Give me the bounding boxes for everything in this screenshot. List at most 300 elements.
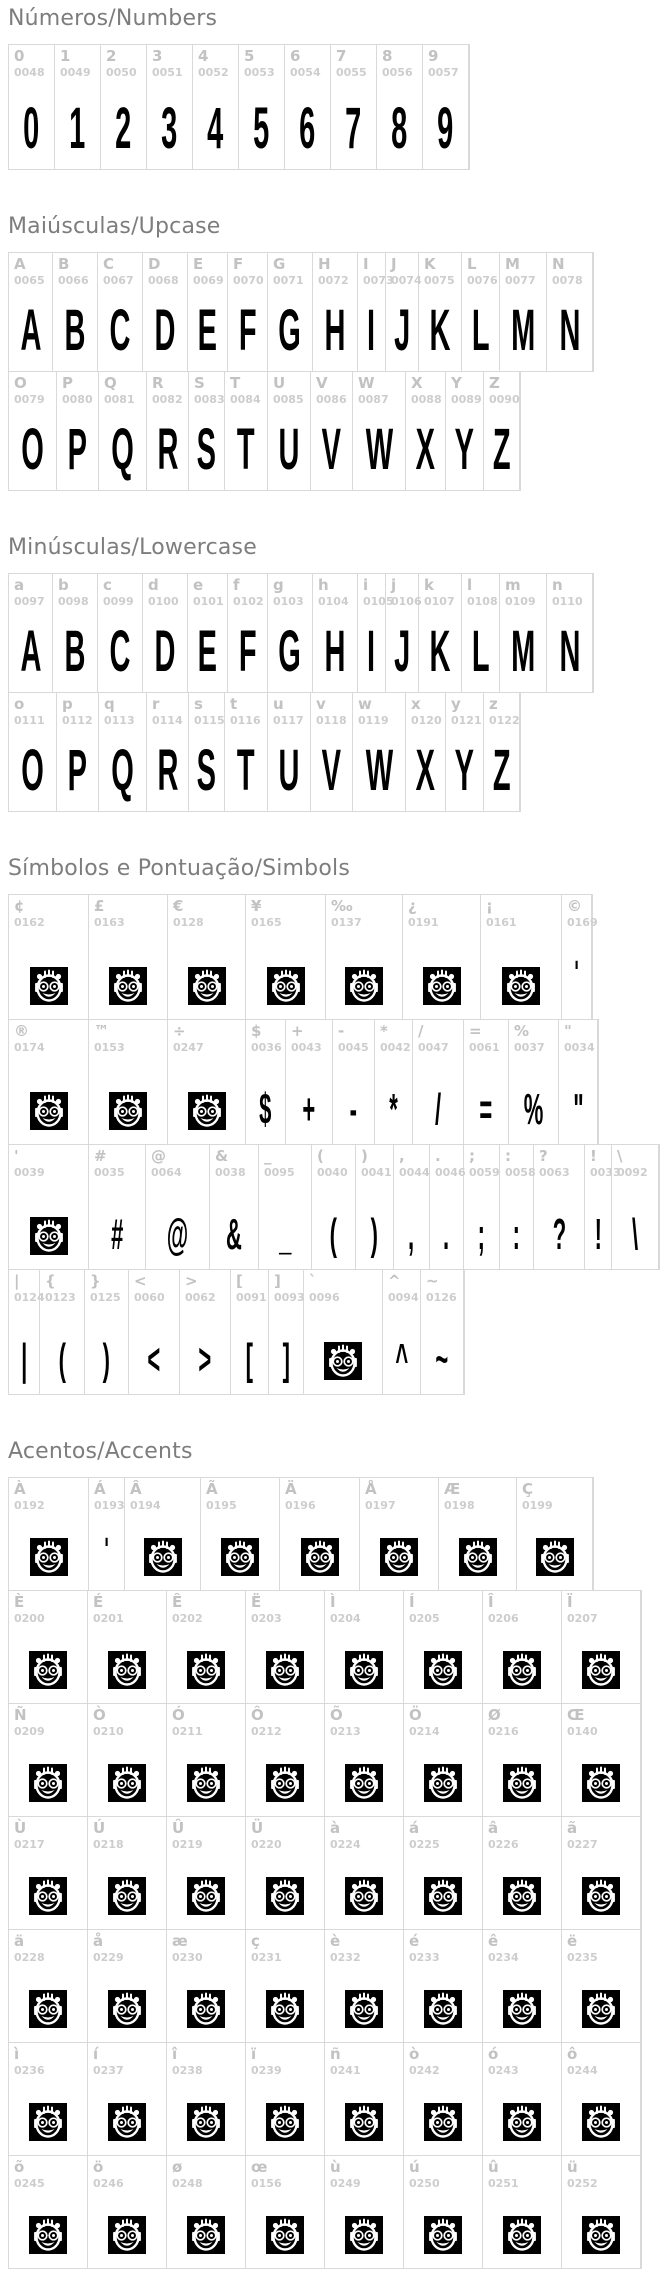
glyph-char: H <box>324 618 346 684</box>
glyph-cell <box>246 2156 325 2268</box>
glyph-preview <box>353 406 405 490</box>
glyph-preview <box>419 287 461 371</box>
glyph-unicode-code: 0043 <box>291 1041 322 1054</box>
glyph-preview <box>9 406 56 490</box>
notdef-face-icon <box>29 2216 67 2254</box>
glyph-cell <box>147 693 189 811</box>
glyph-cell <box>9 1591 88 1703</box>
glyph-preview <box>500 608 546 692</box>
glyph-preview <box>268 727 310 811</box>
glyph-preview <box>484 406 519 490</box>
notdef-face-icon <box>29 1764 67 1802</box>
glyph-unicode-code: 0250 <box>409 2177 440 2190</box>
glyph-char: S <box>196 737 217 803</box>
glyph-unicode-code: 0234 <box>488 1951 519 1964</box>
glyph-label: 3 <box>152 47 163 65</box>
glyph-label: ? <box>539 1147 548 1165</box>
glyph-label: u <box>273 695 284 713</box>
glyph-preview <box>430 1179 463 1269</box>
notdef-face-icon <box>29 2103 67 2141</box>
glyph-cell <box>404 1930 483 2042</box>
glyph-label: * <box>380 1022 388 1040</box>
glyph-unicode-code: 0063 <box>539 1166 570 1179</box>
glyph-preview <box>509 1054 558 1144</box>
glyph-cell <box>9 45 55 169</box>
glyph-preview <box>143 287 187 371</box>
notdef-face-icon <box>187 1651 225 1689</box>
glyph-label: Á <box>94 1480 106 1498</box>
glyph-row <box>8 573 594 693</box>
glyph-preview <box>356 1179 393 1269</box>
glyph-unicode-code: 0238 <box>172 2064 203 2077</box>
glyph-label: o <box>14 695 25 713</box>
glyph-unicode-code: 0245 <box>14 2177 45 2190</box>
glyph-label: ! <box>590 1147 597 1165</box>
glyph-unicode-code: 0228 <box>14 1951 45 1964</box>
glyph-char: W <box>365 416 393 482</box>
glyph-preview <box>246 2190 324 2268</box>
glyph-preview <box>231 1304 268 1394</box>
glyph-cell <box>147 372 189 490</box>
glyph-preview <box>404 2190 482 2268</box>
glyph-cell <box>228 574 268 692</box>
glyph-label: , <box>399 1147 405 1165</box>
glyph-cell <box>180 1270 231 1394</box>
notdef-face-icon <box>345 1764 383 1802</box>
glyph-unicode-code: 0055 <box>336 66 367 79</box>
glyph-unicode-code: 0080 <box>62 393 93 406</box>
glyph-preview <box>167 2077 245 2155</box>
glyph-label: â <box>488 1819 499 1837</box>
glyph-preview <box>406 406 445 490</box>
glyph-char: ( <box>58 1335 66 1385</box>
glyph-preview <box>353 727 405 811</box>
glyph-unicode-code: 0128 <box>173 916 204 929</box>
glyph-cell <box>356 1145 394 1269</box>
glyph-unicode-code: 0071 <box>273 274 304 287</box>
glyph-label: ù <box>330 2158 341 2176</box>
glyph-char: M <box>510 297 536 363</box>
glyph-unicode-code: 0165 <box>251 916 282 929</box>
notdef-face-icon <box>345 1651 383 1689</box>
glyph-preview <box>562 1625 640 1703</box>
glyph-label: å <box>93 1932 104 1950</box>
glyph-char: ~ <box>435 1335 449 1385</box>
glyph-unicode-code: 0108 <box>467 595 498 608</box>
glyph-char: [ <box>245 1335 254 1385</box>
glyph-label: Ë <box>251 1593 262 1611</box>
glyph-preview <box>404 2077 482 2155</box>
glyph-unicode-code: 0140 <box>567 1725 598 1738</box>
glyph-unicode-code: 0126 <box>426 1291 457 1304</box>
glyph-cell <box>430 1145 464 1269</box>
glyph-label: E <box>193 255 204 273</box>
glyph-cell <box>483 1817 562 1929</box>
glyph-preview <box>246 1054 285 1144</box>
glyph-char: V <box>321 416 342 482</box>
glyph-label: # <box>94 1147 107 1165</box>
glyph-char: T <box>237 416 255 482</box>
glyph-label: ë <box>567 1932 578 1950</box>
glyph-cell <box>403 895 481 1019</box>
glyph-char: ? <box>552 1210 566 1260</box>
glyph-preview <box>404 1738 482 1816</box>
glyph-label: 9 <box>428 47 439 65</box>
glyph-char: B <box>64 297 86 363</box>
glyph-unicode-code: 0047 <box>418 1041 449 1054</box>
glyph-char: 4 <box>207 95 224 161</box>
glyph-preview <box>9 2190 87 2268</box>
glyph-label: v <box>316 695 326 713</box>
glyph-preview <box>462 287 499 371</box>
glyph-label: û <box>488 2158 499 2176</box>
glyph-label: ö <box>93 2158 104 2176</box>
glyph-cell <box>167 1930 246 2042</box>
glyph-unicode-code: 0054 <box>290 66 321 79</box>
glyph-preview <box>246 1851 324 1929</box>
glyph-char: J <box>393 297 411 363</box>
glyph-preview <box>331 79 376 169</box>
glyph-cell <box>404 1591 483 1703</box>
glyph-label: I <box>363 255 369 273</box>
glyph-row <box>8 252 594 372</box>
glyph-cell <box>88 1591 167 1703</box>
glyph-unicode-code: 0218 <box>93 1838 124 1851</box>
notdef-face-icon <box>221 1538 259 1576</box>
glyph-cell <box>304 1270 383 1394</box>
glyph-cell <box>201 1478 280 1590</box>
glyph-label: 2 <box>106 47 117 65</box>
notdef-face-icon <box>108 1990 146 2028</box>
glyph-label: D <box>148 255 161 273</box>
glyph-preview <box>404 1851 482 1929</box>
glyph-preview <box>481 929 561 1019</box>
glyph-unicode-code: 0103 <box>273 595 304 608</box>
glyph-char: 2 <box>115 95 132 161</box>
glyph-label: Ç <box>522 1480 534 1498</box>
glyph-char: ^ <box>395 1335 408 1385</box>
notdef-face-icon <box>29 1651 67 1689</box>
glyph-cell <box>547 574 593 692</box>
glyph-cell <box>168 1020 246 1144</box>
glyph-cell <box>246 895 326 1019</box>
glyph-preview <box>9 1304 39 1394</box>
glyph-preview <box>562 1851 640 1929</box>
glyph-char: X <box>415 416 436 482</box>
glyph-label: Q <box>104 374 117 392</box>
glyph-label: l <box>467 576 473 594</box>
glyph-cell <box>483 2043 562 2155</box>
glyph-char: - <box>349 1085 358 1135</box>
glyph-preview <box>483 2077 561 2155</box>
glyph-label: x <box>411 695 421 713</box>
glyph-char: Q <box>111 416 134 482</box>
glyph-label: < <box>134 1272 147 1290</box>
glyph-cell <box>333 1020 375 1144</box>
glyph-unicode-code: 0197 <box>365 1499 396 1512</box>
glyph-label: ø <box>172 2158 183 2176</box>
glyph-char: K <box>429 618 451 684</box>
glyph-unicode-code: 0225 <box>409 1838 440 1851</box>
glyph-cell <box>188 574 228 692</box>
glyph-unicode-code: 0096 <box>309 1291 340 1304</box>
glyph-unicode-code: 0115 <box>194 714 225 727</box>
glyph-unicode-code: 0083 <box>194 393 225 406</box>
glyph-row <box>8 1816 642 1930</box>
glyph-char: 9 <box>437 95 454 161</box>
glyph-char: ( <box>329 1210 338 1260</box>
glyph-preview <box>612 1179 658 1269</box>
glyph-preview <box>167 1625 245 1703</box>
glyph-unicode-code: 0244 <box>567 2064 598 2077</box>
notdef-face-icon <box>503 1877 541 1915</box>
glyph-preview <box>419 608 461 692</box>
glyph-cell <box>85 1270 129 1394</box>
glyph-label: X <box>411 374 423 392</box>
glyph-unicode-code: 0068 <box>148 274 179 287</box>
glyph-unicode-code: 0119 <box>358 714 389 727</box>
glyph-preview <box>483 1738 561 1816</box>
glyph-unicode-code: 0235 <box>567 1951 598 1964</box>
glyph-cell <box>312 1145 356 1269</box>
glyph-label: W <box>358 374 375 392</box>
glyph-cell <box>210 1145 259 1269</box>
glyph-cell <box>88 2156 167 2268</box>
glyph-preview <box>246 1738 324 1816</box>
glyph-char: = <box>479 1085 493 1135</box>
glyph-preview <box>333 1054 374 1144</box>
glyph-label: ; <box>469 1147 475 1165</box>
glyph-unicode-code: 0039 <box>14 1166 45 1179</box>
glyph-cell <box>325 2156 404 2268</box>
glyph-cell <box>246 1817 325 1929</box>
glyph-unicode-code: 0156 <box>251 2177 282 2190</box>
glyph-unicode-code: 0092 <box>617 1166 648 1179</box>
glyph-unicode-code: 0241 <box>330 2064 361 2077</box>
glyph-unicode-code: 0114 <box>152 714 183 727</box>
glyph-label: F <box>233 255 244 273</box>
glyph-preview <box>228 287 267 371</box>
notdef-face-icon <box>582 2103 620 2141</box>
glyph-unicode-code: 0153 <box>94 1041 125 1054</box>
glyph-cell <box>439 1478 517 1590</box>
glyph-label: f <box>233 576 240 594</box>
glyph-unicode-code: 0069 <box>193 274 224 287</box>
glyph-cell <box>228 253 268 371</box>
glyph-unicode-code: 0035 <box>94 1166 125 1179</box>
glyph-unicode-code: 0050 <box>106 66 137 79</box>
glyph-label: ‰ <box>331 897 353 915</box>
glyph-preview <box>88 1625 166 1703</box>
glyph-cell <box>9 1930 88 2042</box>
glyph-cell <box>167 1704 246 1816</box>
glyph-unicode-code: 0202 <box>172 1612 203 1625</box>
notdef-face-icon <box>502 967 540 1005</box>
glyph-label: : <box>505 1147 511 1165</box>
glyph-preview <box>325 1964 403 2042</box>
glyph-unicode-code: 0101 <box>193 595 224 608</box>
glyph-char: W <box>365 737 393 803</box>
glyph-cell <box>246 1704 325 1816</box>
glyph-unicode-code: 0112 <box>62 714 93 727</box>
glyph-label: O <box>14 374 27 392</box>
glyph-unicode-code: 0102 <box>233 595 264 608</box>
glyph-preview <box>9 929 88 1019</box>
glyph-preview <box>562 1738 640 1816</box>
glyph-unicode-code: 0249 <box>330 2177 361 2190</box>
glyph-label: 0 <box>14 47 25 65</box>
glyph-char: ; <box>477 1210 486 1260</box>
glyph-char: X <box>415 737 436 803</box>
glyph-char: P <box>67 416 88 482</box>
glyph-section <box>8 1439 661 2269</box>
glyph-preview <box>358 287 385 371</box>
glyph-cell <box>246 1020 286 1144</box>
glyph-cell <box>57 693 99 811</box>
glyph-preview <box>98 608 142 692</box>
glyph-label: Ò <box>93 1706 106 1724</box>
glyph-label: à <box>330 1819 341 1837</box>
glyph-cell <box>268 693 311 811</box>
glyph-label: Û <box>172 1819 185 1837</box>
glyph-label: $ <box>251 1022 262 1040</box>
glyph-label: Z <box>489 374 500 392</box>
glyph-label: d <box>148 576 159 594</box>
glyph-label: ã <box>567 1819 578 1837</box>
glyph-unicode-code: 0209 <box>14 1725 45 1738</box>
glyph-cell <box>168 895 246 1019</box>
glyph-cell <box>562 2043 641 2155</box>
glyph-preview <box>439 1512 516 1590</box>
glyph-unicode-code: 0077 <box>505 274 536 287</box>
glyph-cell <box>331 45 377 169</box>
glyph-row <box>8 692 521 812</box>
glyph-label: ` <box>309 1272 317 1290</box>
glyph-label: ñ <box>330 2045 341 2063</box>
glyph-preview <box>534 1179 584 1269</box>
glyph-cell <box>612 1145 659 1269</box>
glyph-cell <box>421 1270 464 1394</box>
glyph-cell <box>500 1145 534 1269</box>
glyph-unicode-code: 0233 <box>409 1951 440 1964</box>
glyph-label: È <box>14 1593 25 1611</box>
glyph-preview <box>147 79 192 169</box>
notdef-face-icon <box>29 1877 67 1915</box>
glyph-label: è <box>330 1932 341 1950</box>
glyph-unicode-code: 0203 <box>251 1612 282 1625</box>
glyph-row <box>8 2042 642 2156</box>
glyph-preview <box>9 727 56 811</box>
notdef-face-icon <box>187 1990 225 2028</box>
glyph-char: ] <box>282 1335 290 1385</box>
glyph-char: 0 <box>23 95 40 161</box>
glyph-cell <box>358 253 394 371</box>
glyph-label: ¿ <box>408 897 417 915</box>
glyph-preview <box>325 2190 403 2268</box>
glyph-unicode-code: 0113 <box>104 714 135 727</box>
notdef-face-icon <box>108 2103 146 2141</box>
glyph-label: É <box>93 1593 104 1611</box>
glyph-char: " <box>572 1085 584 1135</box>
glyph-label: ú <box>409 2158 420 2176</box>
glyph-char: E <box>197 618 218 684</box>
glyph-cell <box>189 372 225 490</box>
glyph-cell <box>9 253 53 371</box>
glyph-preview <box>246 1625 324 1703</box>
glyph-label: } <box>90 1272 101 1290</box>
glyph-label: i <box>363 576 369 594</box>
glyph-label: ¡ <box>486 897 493 915</box>
glyph-label: R <box>152 374 164 392</box>
glyph-unicode-code: 0163 <box>94 916 125 929</box>
glyph-char: N <box>559 297 580 363</box>
glyph-preview <box>9 1738 87 1816</box>
glyph-label: í <box>93 2045 99 2063</box>
notdef-face-icon <box>108 2216 146 2254</box>
glyph-unicode-code: 0242 <box>409 2064 440 2077</box>
glyph-label: + <box>291 1022 304 1040</box>
glyph-preview <box>40 1304 84 1394</box>
glyph-preview <box>325 1738 403 1816</box>
glyph-unicode-code: 0070 <box>233 274 264 287</box>
glyph-cell <box>268 372 311 490</box>
glyph-unicode-code: 0229 <box>93 1951 124 1964</box>
glyph-label: Ê <box>172 1593 183 1611</box>
glyph-unicode-code: 0036 <box>251 1041 282 1054</box>
glyph-cell <box>239 45 285 169</box>
glyph-unicode-code: 0194 <box>130 1499 161 1512</box>
glyph-char: D <box>154 618 176 684</box>
glyph-label: m <box>505 576 521 594</box>
glyph-cell <box>285 45 331 169</box>
glyph-cell <box>313 574 358 692</box>
glyph-unicode-code: 0090 <box>489 393 520 406</box>
glyph-label: Ö <box>409 1706 422 1724</box>
notdef-face-icon <box>188 967 226 1005</box>
glyph-char: G <box>278 618 302 684</box>
glyph-char: B <box>64 618 86 684</box>
glyph-cell <box>9 2156 88 2268</box>
glyph-label: Î <box>488 1593 494 1611</box>
glyph-unicode-code: 0099 <box>103 595 134 608</box>
glyph-char: C <box>109 297 131 363</box>
glyph-label: U <box>273 374 286 392</box>
glyph-char: & <box>226 1210 242 1260</box>
section-title: Minúsculas/Lowercase <box>8 535 257 560</box>
glyph-label: c <box>103 576 112 594</box>
glyph-cell <box>500 253 547 371</box>
glyph-unicode-code: 0137 <box>331 916 362 929</box>
glyph-label: r <box>152 695 160 713</box>
glyph-cell <box>386 574 422 692</box>
glyph-cell <box>89 1145 146 1269</box>
glyph-preview <box>89 1512 124 1590</box>
glyph-char: | <box>20 1335 28 1385</box>
glyph-label: [ <box>236 1272 243 1290</box>
glyph-unicode-code: 0042 <box>380 1041 411 1054</box>
glyph-unicode-code: 0033 <box>590 1166 621 1179</box>
glyph-label: k <box>424 576 434 594</box>
glyph-cell <box>88 2043 167 2155</box>
glyph-char: D <box>154 297 176 363</box>
glyph-label: ä <box>14 1932 25 1950</box>
glyph-cell <box>193 45 239 169</box>
glyph-char: L <box>471 618 490 684</box>
glyph-preview <box>559 1054 597 1144</box>
glyph-char: % <box>523 1085 544 1135</box>
glyph-cell <box>353 693 406 811</box>
glyph-char: . <box>443 1210 450 1260</box>
